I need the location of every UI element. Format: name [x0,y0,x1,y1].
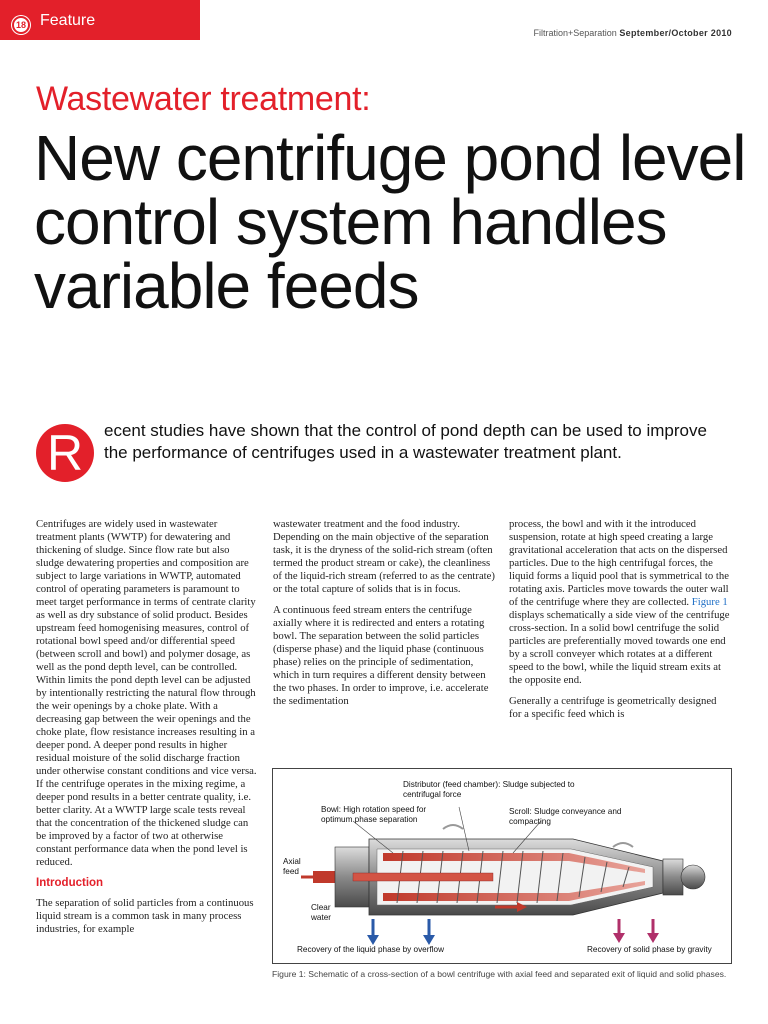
body-paragraph: A continuous feed stream enters the centrifuge axially where it is redirected and enters a rotating bowl. The separation between the solid particles (disperse phase) and the liquid phase (continuous phase) relies on the principle of sedimentation, which in turn requires a different density between the two phases. In order to improve, i.e. accelerate the sedimentation [273,604,489,707]
page-number-badge: 18 [12,16,30,34]
body-text: process, the bowl and with it the introduced suspension, rotate at high speed creating a large gravitational acceleration that acts on the dispersed particles. Due to the high centrifugal forces, the liquid forms a liquid pool that is symmetrical to the rotating axis. Particles move towards the outer wall of the centrifuge where they are collected. [509,518,729,608]
lead-paragraph: ecent studies have shown that the control of pond depth can be used to improve the performance of centrifuges used in a wastewater treatment plant. [104,421,707,462]
figure-1-link[interactable]: Figure 1 [691,596,728,608]
body-text: displays schematically a side view of the centrifuge cross-section. In a solid bowl centrifuge the solid particles are preferentially moved towards one end by a scroll conveyer which rotates at a different speed to the bowl, while the liquid stream exits at the opposite end. [509,609,730,686]
label-distributor: Distributor (feed chamber): Sludge subjected to centrifugal force [403,780,575,799]
label-axial-feed: Axial feed [283,857,301,876]
body-column-1 [36,518,258,944]
body-column-2 [273,518,495,716]
label-solid-recovery: Recovery of solid phase by gravity [587,945,712,954]
issue-date: September/October 2010 [619,28,732,38]
label-liquid-recovery: Recovery of the liquid phase by overflow [297,945,444,954]
body-paragraph: wastewater treatment and the food industry. Depending on the main objective of the separation task, it is the dryness of the solid-rich stream (often termed the product stream or cake), the cleanliness of the liquid-rich stream (referred to as the centrate) or the total capture of solids that is in focus. [273,518,495,595]
label-scroll: Scroll: Sludge conveyance and compacting [509,807,622,826]
rotation-arrow [443,825,463,829]
publication-name: Filtration+Separation [533,28,617,38]
section-tab [0,0,200,40]
article-kicker: Wastewater treatment: [36,80,371,118]
figure-1 [272,768,732,964]
feed-tube [353,873,493,881]
label-bowl: Bowl: High rotation speed for optimum phase separation [321,805,427,824]
drop-cap: R [36,424,94,482]
body-paragraph: Generally a centrifuge is geometrically designed for a specific feed which is [509,695,717,720]
section-heading-introduction: Introduction [36,877,104,889]
body-paragraph [509,518,731,687]
body-paragraph: The separation of solid particles from a continuous liquid stream is a common task in many process industries, for example [36,897,254,935]
figure-caption: Figure 1: Schematic of a cross-section of a bowl centrifuge with axial feed and separated exit of liquid and solid phases. [272,969,727,979]
label-clear-water: Clear water [311,903,332,922]
drive-hub [663,859,683,895]
body-paragraph: Centrifuges are widely used in wastewater treatment plants (WWTP) for dewatering and thickening of sludge. Since flow rate but also sludge dewatering properties and composition are subject to large variations in WWTP, automated control of operating parameters is paramount to meet target performance in terms of centrate clarity as well as dry substance of solid product. Besides upstream feed homogenising measures, control of rotational bowl speed and/or differential speed (between scroll and bowl) and polymer dosage, as well as the pond depth level, can be controlled. Within limits the pond depth level can be adjusted by intentionally restricting the natural flow through the weir openings by a choke plate. With a decreasing gap between the weir openings and the choke plate, flow resistance increases resulting in a deeper pond. A deeper pond results in higher residual moisture of the solid discharge fraction under otherwise constant conditions and vice versa. If the centrifuge operates in the mixing regime, a deeper pond results in a better centrate quality, i.e. better clarity. At a WWTP large scale tests reveal that the concentration of the thickened sludge can be improved by a factor of two at otherwise constant performance data when the pond level is reduced. [36,518,257,868]
rotation-arrow [613,843,633,847]
drive-gear [681,865,705,889]
section-label: Feature [40,12,96,29]
article-headline: New centrifuge pond level control system handles variable feeds [34,122,746,322]
body-column-3 [509,518,731,729]
issue-line [534,28,732,38]
